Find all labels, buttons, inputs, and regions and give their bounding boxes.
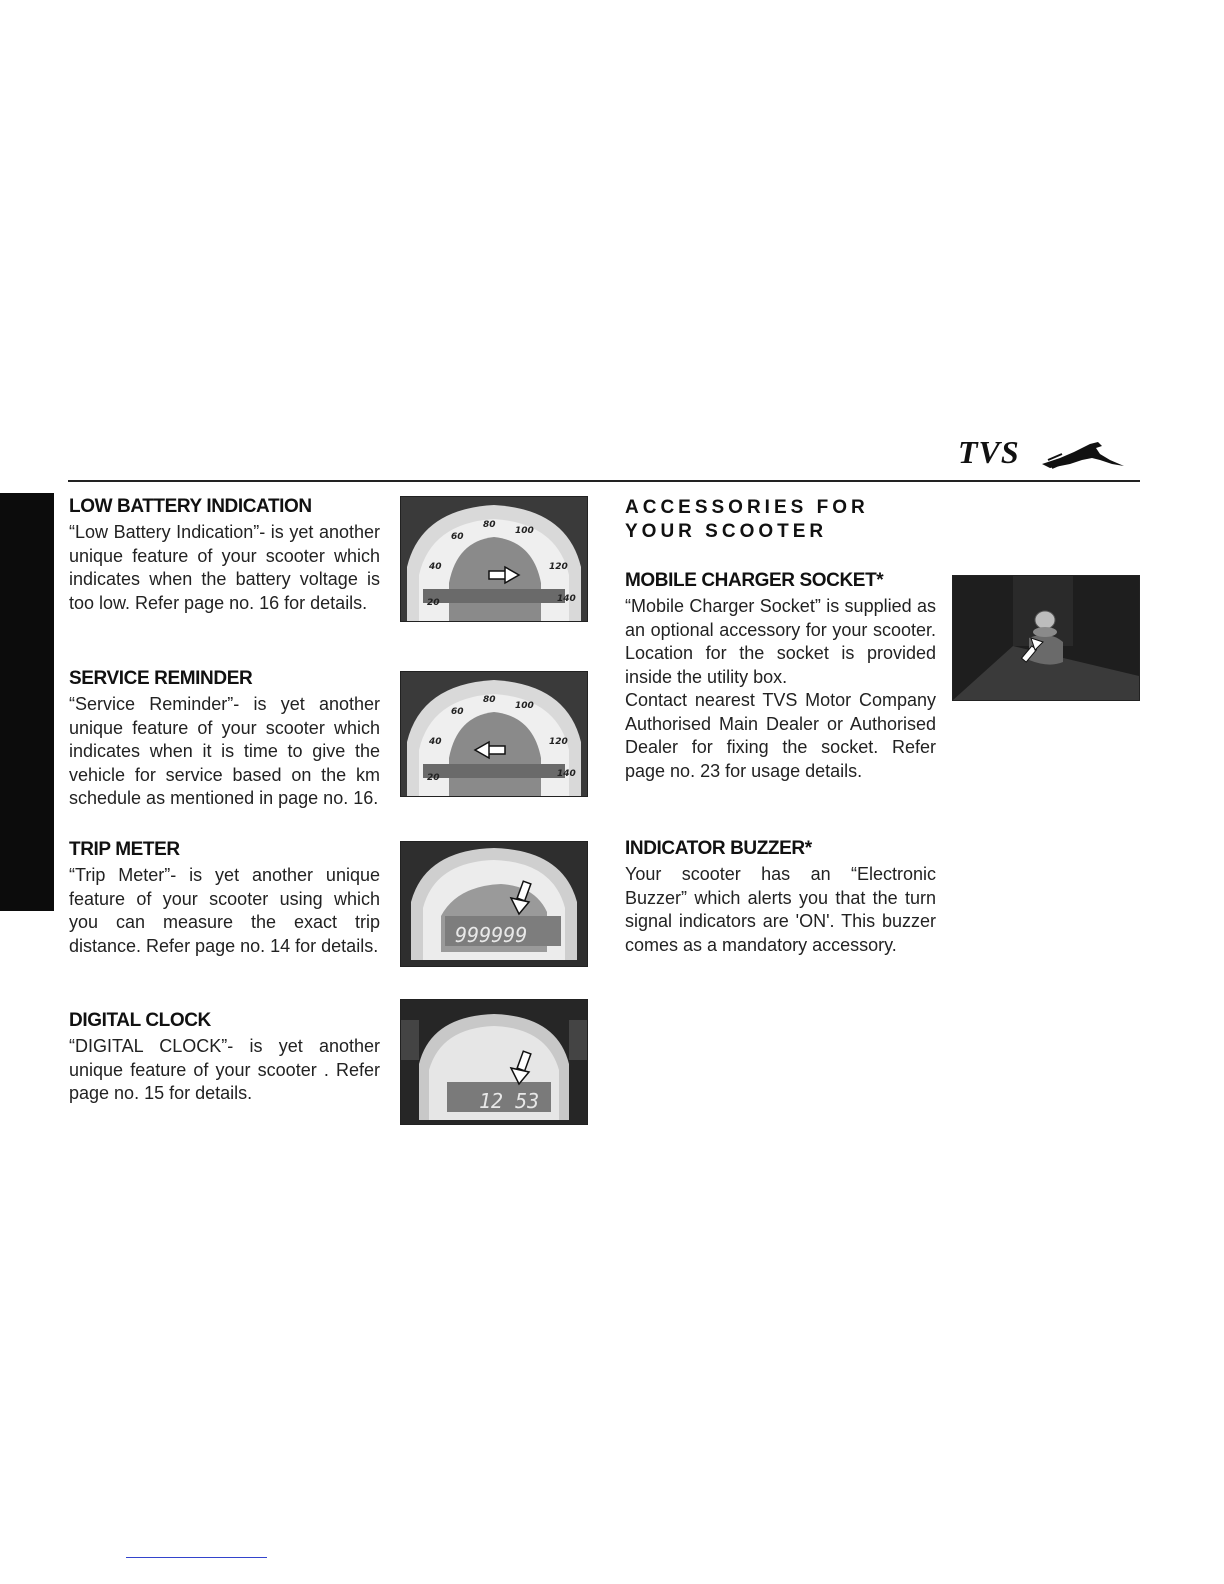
service-reminder-text: “Service Reminder”- is yet another unique feature of your scooter which indicates when it is time to give the vehicle for service based on the km schedule as mentioned in page no. 16. <box>69 694 380 808</box>
digital-clock-photo <box>400 999 588 1125</box>
bottom-link-line <box>126 1557 267 1558</box>
clock-display-value: 12 53 <box>479 1089 540 1113</box>
mobile-charger-heading: MOBILE CHARGER SOCKET* <box>625 570 884 591</box>
accessories-section <box>625 496 936 547</box>
gauge2-label-140: 140 <box>557 769 576 779</box>
gauge2-label-20: 20 <box>427 773 440 783</box>
accessories-title: ACCESSORIES FOR YOUR SCOOTER <box>625 497 869 542</box>
header-rule <box>68 480 1140 482</box>
gauge2-label-100: 100 <box>515 701 534 711</box>
gauge-label-100: 100 <box>515 526 534 536</box>
service-reminder-section <box>69 668 380 811</box>
logo-text: TVS <box>958 434 1020 470</box>
trip-meter-photo <box>400 841 588 967</box>
digital-clock-section <box>69 1010 380 1106</box>
indicator-buzzer-text: Your scooter has an “Electronic Buzzer” which alerts you that the turn signal indicators are 'ON'. This buzzer comes as a mandatory accessory. <box>625 864 936 955</box>
chapter-tab <box>0 493 54 911</box>
service-reminder-heading: SERVICE REMINDER <box>69 668 253 689</box>
gauge-label-60: 60 <box>451 532 464 542</box>
indicator-buzzer-heading: INDICATOR BUZZER* <box>625 838 812 859</box>
gauge-label-140: 140 <box>557 594 576 604</box>
mobile-charger-section <box>625 570 936 783</box>
gauge-label-20: 20 <box>427 598 440 608</box>
trip-display-value: 999999 <box>455 923 528 947</box>
gauge2-label-80: 80 <box>483 695 496 705</box>
mobile-charger-text: “Mobile Charger Socket” is supplied as an optional accessory for your scooter. Location for the socket is provided inside the utility box. <box>625 596 936 687</box>
gauge-label-80: 80 <box>483 520 496 530</box>
gauge2-label-60: 60 <box>451 707 464 717</box>
trip-meter-section <box>69 839 380 958</box>
digital-clock-heading: DIGITAL CLOCK <box>69 1010 211 1031</box>
gauge-label-120: 120 <box>549 562 568 572</box>
gauge2-label-120: 120 <box>549 737 568 747</box>
service-reminder-photo <box>400 671 588 797</box>
gauge2-label-40: 40 <box>429 737 442 747</box>
low-battery-photo <box>400 496 588 622</box>
low-battery-section <box>69 496 380 615</box>
trip-meter-heading: TRIP METER <box>69 839 180 860</box>
charger-socket-photo <box>952 575 1140 701</box>
low-battery-heading: LOW BATTERY INDICATION <box>69 496 312 517</box>
horse-icon <box>1040 438 1130 472</box>
indicator-buzzer-section <box>625 838 936 957</box>
low-battery-text: “Low Battery Indication”- is yet another unique feature of your scooter which indicates when the battery voltage is too low. Refer page no. 16 for details. <box>69 522 380 613</box>
mobile-charger-contact-text: Contact nearest TVS Motor Company Authorised Main Dealer or Authorised Dealer for fixing the socket. Refer page no. 23 for usage details. <box>625 690 936 781</box>
gauge-label-40: 40 <box>429 562 442 572</box>
digital-clock-text: “DIGITAL CLOCK”- is yet another unique feature of your scooter . Refer page no. 15 for details. <box>69 1036 380 1103</box>
tvs-logo <box>958 436 1128 472</box>
trip-meter-text: “Trip Meter”- is yet another unique feature of your scooter using which you can measure the exact trip distance. Refer page no. 14 for details. <box>69 865 380 956</box>
